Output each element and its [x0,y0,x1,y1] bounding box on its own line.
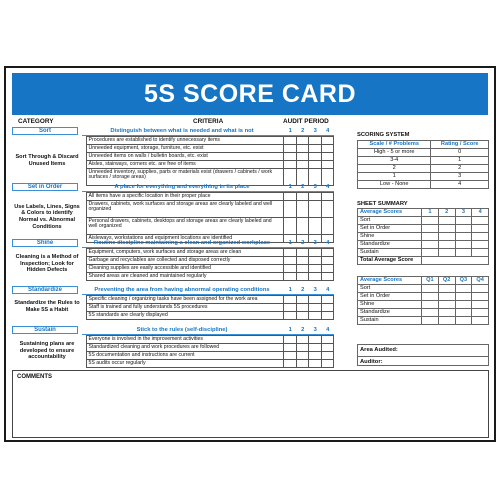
criteria-text: Aisles, stairways, corners etc. are free of items [87,161,284,168]
category-description: Use Labels, Lines, Signs & Colors to identify Normal vs. Abnormal Conditions [14,203,80,230]
quarterly-average-header: Average Scores [358,277,422,285]
period-number: 3 [313,128,317,134]
score-cell[interactable] [297,360,310,367]
scoring-system-table [357,140,489,189]
summary-row [358,217,489,225]
score-cell[interactable] [297,304,310,311]
section-header [12,286,334,295]
auditor-field[interactable]: Auditor: [358,356,488,367]
score-cell[interactable] [284,137,297,144]
criteria-row [87,360,334,368]
period-numbers [284,183,334,191]
score-cell[interactable] [284,257,297,264]
scoring-row [358,149,489,157]
scale-value: 1 [358,173,431,181]
score-cell[interactable] [284,201,297,217]
period-number: 1 [288,128,292,134]
score-cell[interactable] [297,145,310,152]
score-cell[interactable] [284,218,297,234]
section-title: Distinguish between what is needed and what is not [110,128,254,134]
rating-value: 0 [431,149,489,157]
score-cell[interactable] [297,193,310,200]
criteria-grid [86,295,334,320]
score-cell[interactable] [297,161,310,168]
rating-header: Rating / Score [431,141,489,149]
score-cell[interactable] [297,344,310,351]
scoring-row [358,157,489,165]
score-cell[interactable] [284,145,297,152]
score-cell[interactable] [455,293,472,301]
criteria-text: Specific cleaning / organizing tasks have been assigned for the work area [87,296,284,303]
comments-label: COMMENTS [17,374,52,380]
criteria-row [87,201,334,218]
score-cell[interactable] [284,161,297,168]
period-number: 4 [326,287,330,293]
summary-row [358,317,489,325]
category-label: Sustain [12,326,78,334]
score-cell[interactable] [284,265,297,272]
criteria-row [87,249,334,257]
scoring-row [358,181,489,189]
category-description: Standardize the Rules to Make 5S a Habit [14,300,80,313]
score-cell[interactable] [297,296,310,303]
category-label: Sort [12,127,78,135]
score-cell[interactable] [455,249,472,257]
scale-header: Scale / # Problems [358,141,431,149]
score-cell[interactable] [438,249,455,257]
section-standardize [12,286,334,319]
score-cell[interactable] [472,217,489,225]
score-cell[interactable] [438,285,455,293]
score-cell[interactable] [455,301,472,309]
score-cell[interactable] [297,352,310,359]
row-label: Total Average Score [358,257,422,265]
score-cell[interactable] [309,145,322,152]
criteria-text: Personal drawers, cabinets, desktops and storage areas are clearly labeled and well organized [87,218,284,234]
row-label: Set in Order [358,293,422,301]
page-title: 5S SCORE CARD [143,79,357,108]
period-number: 2 [301,327,305,333]
criteria-grid [86,136,334,186]
score-cell[interactable] [309,193,322,200]
section-body [12,335,334,367]
column-header: Q2 [438,277,455,285]
score-cell[interactable] [322,145,335,152]
score-cell[interactable] [309,336,322,343]
criteria-row [87,304,334,312]
period-number: 2 [301,128,305,134]
summary-row [358,249,489,257]
scoring-row [358,165,489,173]
score-cell[interactable] [309,360,322,367]
scoring-system-label: SCORING SYSTEM [357,132,410,138]
score-cell[interactable] [422,233,439,241]
criteria-grid [86,192,334,243]
section-set-in-order [12,183,334,242]
score-cell[interactable] [309,137,322,144]
section-body [12,192,334,242]
period-numbers [284,286,334,294]
period-number: 2 [301,287,305,293]
period-numbers [284,239,334,247]
row-label: Standardize [358,241,422,249]
section-sort [12,127,334,185]
period-number: 3 [313,184,317,190]
score-cell[interactable] [455,241,472,249]
score-cell[interactable] [455,317,472,325]
score-cell[interactable] [322,265,335,272]
category-label: Standardize [12,286,78,294]
category-description: Cleaning is a Method of Inspection; Look for Hidden Defects [15,253,79,274]
score-cell[interactable] [472,225,489,233]
score-cell[interactable] [297,137,310,144]
score-cell[interactable] [422,301,439,309]
criteria-text: Drawers, cabinets, work surfaces and storage areas are clearly labeled and well organized [87,201,284,217]
criteria-row [87,145,334,153]
score-cell[interactable] [284,336,297,343]
period-number: 1 [288,184,292,190]
period-number: 2 [301,184,305,190]
period-number: 1 [288,287,292,293]
score-cell[interactable] [309,201,322,217]
column-header: 3 [455,209,472,217]
category-description: Sustaining plans are developed to ensure accountability [19,340,75,361]
score-cell[interactable] [284,153,297,160]
score-cell[interactable] [472,293,489,301]
column-header: Q4 [472,277,489,285]
period-number: 4 [326,128,330,134]
scale-value: High - 5 or more [358,149,431,157]
criteria-row [87,352,334,360]
score-cell[interactable] [322,257,335,264]
score-cell[interactable] [322,201,335,217]
score-cell[interactable] [472,241,489,249]
row-label: Sustain [358,249,422,257]
score-cell[interactable] [297,336,310,343]
score-cell[interactable] [309,249,322,256]
period-number: 2 [301,240,305,246]
score-cell[interactable] [309,161,322,168]
audit-period-header: AUDIT PERIOD [283,118,329,125]
criteria-text: Shared areas are cleaned and maintained regularly [87,273,284,280]
rating-value: 2 [431,165,489,173]
score-cell[interactable] [422,217,439,225]
criteria-row [87,273,334,281]
summary-row [358,241,489,249]
score-cell[interactable] [322,344,335,351]
criteria-text: Garbage and recyclables are collected and disposed correctly [87,257,284,264]
criteria-row [87,161,334,169]
area-audited-field[interactable]: Area Audited: [360,347,398,353]
section-body [12,248,334,280]
score-cell[interactable] [309,312,322,319]
score-cell[interactable] [455,225,472,233]
criteria-text: Aisleways, workstations and equipment locations are identified [87,235,284,242]
score-cell[interactable] [284,352,297,359]
row-label: Shine [358,301,422,309]
score-cell[interactable] [322,218,335,234]
criteria-row [87,218,334,235]
criteria-text: Unneeded items on walls / bulletin boards, etc. exist [87,153,284,160]
criteria-text: All items have a specific location in their proper place [87,193,284,200]
criteria-row [87,296,334,304]
score-cell[interactable] [297,265,310,272]
criteria-text: Staff is trained and fully understands 5S procedures [87,304,284,311]
score-cell[interactable] [297,249,310,256]
score-cell[interactable] [309,153,322,160]
rating-value: 3 [431,173,489,181]
score-cell[interactable] [455,217,472,225]
column-header: 4 [472,209,489,217]
row-label: Sort [358,285,422,293]
quarterly-table [357,276,489,325]
scale-value: 3-4 [358,157,431,165]
criteria-row [87,153,334,161]
period-number: 4 [326,327,330,333]
category-label: Shine [12,239,78,247]
score-cell[interactable] [284,273,297,280]
score-cell[interactable] [422,285,439,293]
score-cell[interactable] [284,296,297,303]
score-cell[interactable] [309,304,322,311]
section-header [12,183,334,192]
section-header [12,326,334,335]
section-title: Stick to the rules (self-discipline) [136,327,228,333]
score-cell[interactable] [322,312,335,319]
score-cell[interactable] [284,360,297,367]
section-header [12,127,334,136]
score-cell[interactable] [438,317,455,325]
score-cell[interactable] [309,265,322,272]
column-header: 2 [438,209,455,217]
period-numbers [284,326,334,334]
section-body [12,136,334,185]
criteria-row [87,344,334,352]
score-cell[interactable] [438,233,455,241]
scale-value: 2 [358,165,431,173]
criteria-text: 5S documentation and instructions are current [87,352,284,359]
score-cell[interactable] [472,317,489,325]
category-label: Set in Order [12,183,78,191]
score-cell[interactable] [472,309,489,317]
score-cell[interactable] [309,218,322,234]
score-cell[interactable] [438,293,455,301]
column-header: 1 [422,209,439,217]
scoring-row [358,173,489,181]
score-cell[interactable] [472,285,489,293]
score-cell[interactable] [297,201,310,217]
rating-value: 4 [431,181,489,189]
score-cell[interactable] [322,296,335,303]
score-cell[interactable] [284,344,297,351]
score-cell[interactable] [422,317,439,325]
score-cell[interactable] [322,336,335,343]
score-cell[interactable] [322,193,335,200]
period-number: 3 [313,240,317,246]
category-header: CATEGORY [18,118,54,125]
score-cell[interactable] [455,285,472,293]
period-numbers [284,127,334,135]
score-cell[interactable] [297,153,310,160]
score-cell[interactable] [422,293,439,301]
score-cell[interactable] [472,249,489,257]
score-cell[interactable] [297,257,310,264]
scale-value: Low - None [358,181,431,189]
criteria-text: Unneeded equipment, storage, furniture, etc. exist [87,145,284,152]
score-cell[interactable] [322,161,335,168]
score-cell[interactable] [422,241,439,249]
row-label: Shine [358,233,422,241]
summary-row [358,233,489,241]
total-score-cell[interactable] [422,257,489,265]
criteria-row [87,193,334,201]
criteria-text: 5S standards are clearly displayed [87,312,284,319]
score-cell[interactable] [322,249,335,256]
score-cell[interactable] [422,309,439,317]
summary-row [358,257,489,265]
period-number: 3 [313,327,317,333]
category-description: Sort Through & Discard Unused Items [15,153,79,167]
score-cell[interactable] [438,309,455,317]
summary-row [358,285,489,293]
section-title: A place for everything and everything in its place [114,184,250,190]
score-cell[interactable] [422,225,439,233]
row-label: Standardize [358,309,422,317]
criteria-text: Procedures are established to identify unnecessary items [87,137,284,144]
criteria-grid [86,335,334,368]
score-cell[interactable] [455,233,472,241]
score-cell[interactable] [322,360,335,367]
row-label: Sustain [358,317,422,325]
score-cell[interactable] [422,249,439,257]
score-cell[interactable] [438,241,455,249]
criteria-text: Equipment, computers, work surfaces and storage areas are clean [87,249,284,256]
score-cell[interactable] [322,153,335,160]
criteria-header: CRITERIA [193,118,224,125]
score-cell[interactable] [297,312,310,319]
criteria-text: 5S audits occur regularly [87,360,284,367]
score-cell[interactable] [322,273,335,280]
period-number: 1 [288,240,292,246]
score-card [4,66,496,442]
criteria-text: Unneeded inventory, supplies, parts or materials exist (drawers / cabinets / work surfaces / storage areas) [87,169,284,185]
period-number: 1 [288,327,292,333]
row-label: Set in Order [358,225,422,233]
section-sustain [12,326,334,367]
score-cell[interactable] [309,344,322,351]
criteria-row [87,336,334,344]
score-cell[interactable] [322,304,335,311]
section-title: Routine discipline maintaining a clean and organized workplace [93,240,271,246]
score-cell[interactable] [309,352,322,359]
score-cell[interactable] [297,218,310,234]
score-cell[interactable] [284,193,297,200]
audit-info-box [357,344,489,366]
summary-row [358,309,489,317]
score-cell[interactable] [322,352,335,359]
row-label: Sort [358,217,422,225]
rating-value: 1 [431,157,489,165]
score-cell[interactable] [284,304,297,311]
criteria-row [87,257,334,265]
period-number: 4 [326,240,330,246]
column-header: Q3 [455,277,472,285]
column-header: Q1 [422,277,439,285]
section-shine [12,239,334,280]
summary-row [358,225,489,233]
sheet-summary-table [357,208,489,265]
summary-row [358,293,489,301]
criteria-row [87,137,334,145]
score-cell[interactable] [309,257,322,264]
score-cell[interactable] [284,312,297,319]
criteria-grid [86,248,334,281]
score-cell[interactable] [438,301,455,309]
comments-box[interactable] [12,370,489,438]
criteria-row [87,312,334,320]
section-header [12,239,334,248]
section-title: Preventing the area from having abnormal operating conditions [94,287,270,293]
score-cell[interactable] [309,273,322,280]
criteria-row [87,265,334,273]
score-cell[interactable] [309,296,322,303]
summary-row [358,301,489,309]
score-cell[interactable] [472,301,489,309]
sheet-summary-label: SHEET SUMMARY [357,201,408,207]
criteria-text: Everyone is involved in the improvement activities [87,336,284,343]
score-cell[interactable] [297,273,310,280]
score-cell[interactable] [284,249,297,256]
score-cell[interactable] [472,233,489,241]
criteria-text: Cleaning supplies are easily accessible and identified [87,265,284,272]
period-number: 4 [326,184,330,190]
score-cell[interactable] [438,225,455,233]
criteria-text: Standardized cleaning and work procedures are followed [87,344,284,351]
score-cell[interactable] [438,217,455,225]
section-body [12,295,334,319]
score-cell[interactable] [455,309,472,317]
title-banner [12,73,488,115]
score-cell[interactable] [322,137,335,144]
period-number: 3 [313,287,317,293]
summary-average-header: Average Scores [358,209,422,217]
